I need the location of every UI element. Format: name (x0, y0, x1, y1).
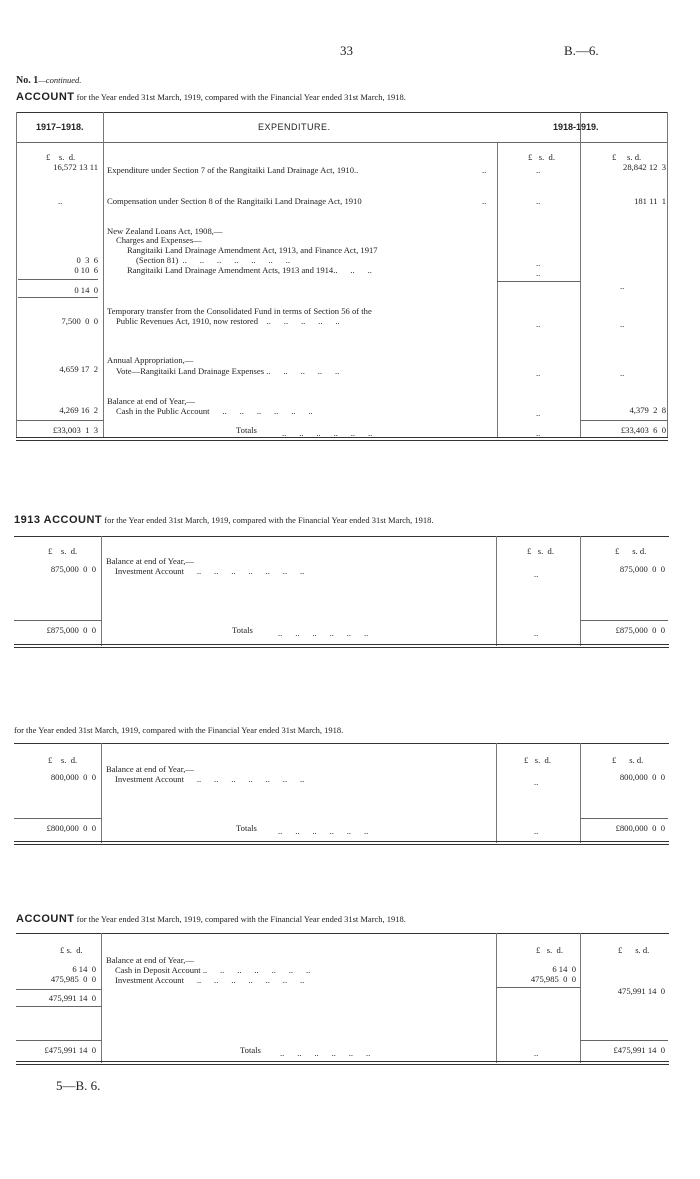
s4-currency-right: £ s. d. (618, 945, 650, 955)
page-footer: 5—B. 6. (56, 1078, 101, 1093)
section1-title-word: ACCOUNT (16, 91, 75, 103)
row4-desc-a: Temporary transfer from the Consolidated Fund in terms of Section 56 of the (107, 306, 372, 316)
row4-desc-b: Public Revenues Act, 1910, now restored .. .. .. .. .. (116, 316, 340, 326)
currency-header-mid: £ s. d. (528, 152, 555, 162)
s2-currency-right: £ s. d. (615, 546, 647, 556)
row1-c1: .. (536, 165, 541, 175)
row3-desc-b: Charges and Expenses— (116, 235, 202, 245)
s3-totals-dots: .. .. .. .. .. .. (278, 826, 369, 836)
section4-title-rest: for the Year ended 31st March, 1919, compared with the Financial Year ended 31st March, 1918. (74, 914, 406, 924)
row3-desc-c: Rangitaiki Land Drainage Amendment Act, 1913, and Finance Act, 1917 (127, 245, 378, 255)
s2-desc-b: Investment Account .. .. .. .. .. .. .. (115, 566, 305, 576)
row5-c1: .. (536, 368, 541, 378)
s4-desc-b: Cash in Deposit Account .. .. .. .. .. .. .. (115, 965, 311, 975)
section1-title-rest: for the Year ended 31st March, 1919, compared with the Financial Year ended 31st March, 1918. (74, 92, 406, 102)
s4-c1-b: 6 14 0 (552, 964, 576, 974)
row5-c2: .. (620, 368, 625, 378)
s2-totals-c2: £875,000 0 0 (615, 625, 665, 635)
row3-prev-d: 0 3 6 (76, 255, 98, 265)
s4-prev-c: 475,985 0 0 (50, 974, 96, 984)
s3-prev: 800,000 0 0 (50, 772, 96, 782)
section1-totals-label: Totals (236, 425, 257, 435)
row3-c2: .. (620, 281, 625, 291)
row3-sub: 0 14 0 (74, 285, 98, 295)
section1-title (16, 91, 406, 103)
row3-desc-a: New Zealand Loans Act, 1908,— (107, 226, 223, 236)
col-header-1918: 1918-1919. (553, 122, 599, 132)
row5-desc-a: Annual Appropriation,— (107, 355, 194, 365)
page-reference: B.—6. (564, 43, 599, 58)
section1-totals-dots: .. .. .. .. .. .. (282, 428, 373, 438)
row3-desc-d: (Section 81) .. .. .. .. .. .. .. (136, 255, 290, 265)
row6-c2: 4,379 2 8 (629, 405, 666, 415)
row2-c1: .. (536, 196, 541, 206)
s4-prev-sub: 475,991 14 0 (48, 993, 96, 1003)
row1-prev: 16,572 13 11 (53, 162, 98, 172)
s2-desc-a: Balance at end of Year,— (106, 556, 194, 566)
s3-totals-c2: £800,000 0 0 (615, 823, 665, 833)
s4-totals-c2: £475,991 14 0 (613, 1045, 665, 1055)
col-header-1917: 1917–1918. (36, 122, 84, 132)
s2-c2: 875,000 0 0 (619, 564, 665, 574)
row4-c2: .. (620, 319, 625, 329)
section2-title-rest: for the Year ended 31st March, 1919, compared with the Financial Year ended 31st March, 1918. (102, 515, 434, 525)
s2-totals-c1: .. (534, 628, 539, 638)
s3-totals-c1: .. (534, 826, 539, 836)
row6-desc-a: Balance at end of Year,— (107, 396, 195, 406)
s4-totals-label: Totals (240, 1045, 261, 1055)
s4-desc-c: Investment Account .. .. .. .. .. .. .. (115, 975, 305, 985)
s3-c1: .. (534, 777, 539, 787)
s2-currency-left: £ s. d. (48, 546, 78, 556)
s3-currency-left: £ s. d. (48, 755, 78, 765)
s3-totals-prev: £800,000 0 0 (46, 823, 96, 833)
s3-currency-mid: £ s. d. (524, 755, 551, 765)
row4-c1: .. (536, 319, 541, 329)
row3-c1-e: .. (536, 268, 541, 278)
s2-prev: 875,000 0 0 (50, 564, 96, 574)
s4-totals-dots: .. .. .. .. .. .. (280, 1048, 371, 1058)
currency-header-right: £ s. d. (612, 152, 642, 162)
s4-currency-left: £ s. d. (60, 945, 83, 955)
row5-desc-b: Vote—Rangitaiki Land Drainage Expenses .. .. .. .. .. (116, 366, 340, 376)
s4-currency-mid: £ s. d. (536, 945, 563, 955)
s3-totals-label: Totals (236, 823, 257, 833)
section1-subtitle (16, 75, 81, 86)
row6-c1: .. (536, 408, 541, 418)
row4-prev: 7,500 0 0 (61, 316, 98, 326)
s2-currency-mid: £ s. d. (527, 546, 554, 556)
row2-c2: 181 11 1 (634, 196, 666, 206)
s4-desc-a: Balance at end of Year,— (106, 955, 194, 965)
row1-c2: 28,842 12 3 (623, 162, 666, 172)
s3-desc-b: Investment Account .. .. .. .. .. .. .. (115, 774, 305, 784)
page-number: 33 (340, 43, 353, 58)
s4-totals-prev: £475,991 14 0 (44, 1045, 96, 1055)
row2-prev: .. (58, 196, 63, 206)
s4-c1-c: 475,985 0 0 (530, 974, 576, 984)
s4-prev-b: 6 14 0 (72, 964, 96, 974)
row1-dots: .. (482, 165, 487, 175)
s4-c2: 475,991 14 0 (617, 986, 665, 996)
section1-continued: —continued. (38, 75, 82, 85)
row2-desc: Compensation under Section 8 of the Rangitaiki Land Drainage Act, 1910 (107, 196, 362, 206)
section3-title: for the Year ended 31st March, 1919, compared with the Financial Year ended 31st March, 1918. (14, 725, 344, 735)
section2-title (14, 514, 434, 526)
row3-desc-e: Rangitaiki Land Drainage Amendment Acts, 1913 and 1914.. .. .. (127, 265, 372, 275)
s3-currency-right: £ s. d. (612, 755, 644, 765)
s2-totals-label: Totals (232, 625, 253, 635)
row5-prev: 4,659 17 2 (59, 364, 98, 374)
section2-title-word: 1913 ACCOUNT (14, 514, 103, 526)
row3-c1-d: .. (536, 258, 541, 268)
section1-totals-prev: £33,003 1 3 (52, 425, 98, 435)
currency-header-left: £ s. d. (46, 152, 76, 162)
s2-c1: .. (534, 569, 539, 579)
row2-dots: .. (482, 196, 487, 206)
section1-totals-c1: .. (536, 428, 541, 438)
section4-title (16, 913, 406, 925)
s3-desc-a: Balance at end of Year,— (106, 764, 194, 774)
section1-no: No. 1 (16, 75, 39, 86)
s2-totals-dots: .. .. .. .. .. .. (278, 628, 369, 638)
row6-desc-b: Cash in the Public Account .. .. .. .. .. .. (116, 406, 313, 416)
row1-desc: Expenditure under Section 7 of the Rangitaiki Land Drainage Act, 1910.. (107, 165, 359, 175)
s4-totals-c1: .. (534, 1048, 539, 1058)
s3-c2: 800,000 0 0 (619, 772, 665, 782)
s2-totals-prev: £875,000 0 0 (46, 625, 96, 635)
row6-prev: 4,269 16 2 (59, 405, 98, 415)
row3-prev-e: 0 10 6 (74, 265, 98, 275)
section4-title-word: ACCOUNT (16, 913, 75, 925)
col-header-expenditure: EXPENDITURE. (258, 122, 331, 132)
section1-totals-c2: £33,403 6 0 (620, 425, 666, 435)
